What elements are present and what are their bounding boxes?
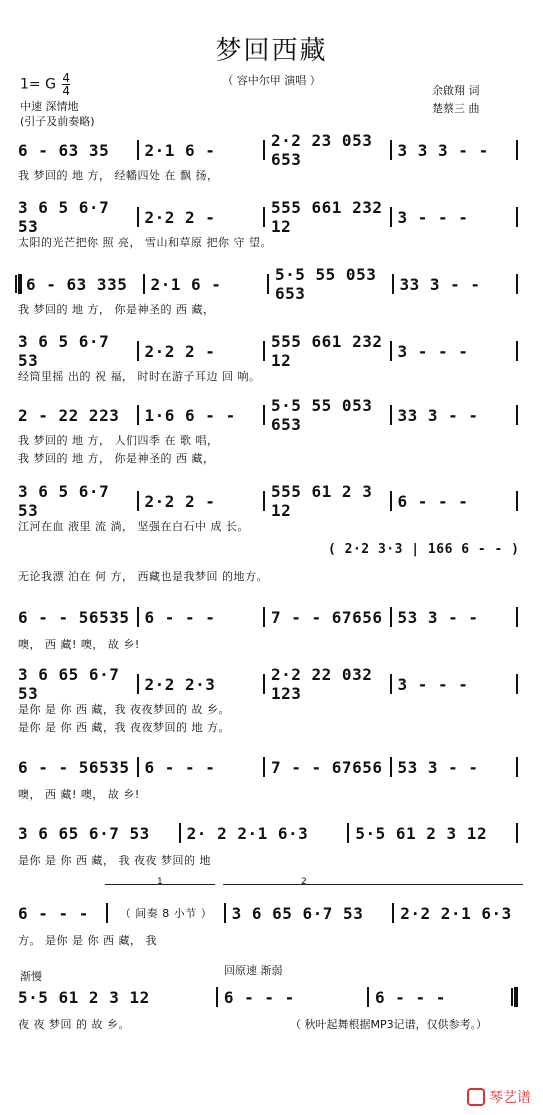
performer-credit: （ 容中尔甲 演唱 ） (222, 74, 321, 87)
first-ending-number: 1 (157, 877, 163, 887)
lyric-line: 太阳的光芒把你 照 亮， 雪山和草原 把你 守 望。 (18, 236, 272, 249)
measure: 5·5 61 2 3 12 (355, 823, 488, 843)
lyric-line: 噢， 西 藏! 噢， 故 乡! (18, 788, 140, 801)
measure: 2·2 2·3 (144, 674, 216, 694)
lyric-line: 是你 是 你 西 藏， 我 夜夜 梦回的 地 (18, 854, 211, 867)
repeat-start-barline (18, 274, 22, 294)
lyric-line: 我 梦回的 地 方， 你是神圣的 西 藏， (18, 303, 215, 316)
measure: 1·6 6 - - (144, 405, 236, 425)
lyric-line: 方。 是你 是 你 西 藏， 我 (18, 934, 157, 947)
measure: 6 - 63 35 (18, 140, 110, 160)
measure: 33 3 - - (399, 274, 481, 294)
measure: 6 - - - (397, 491, 469, 511)
key-signature: 1= G $\frac{4}{4}$ (20, 71, 71, 98)
second-ending-line (223, 884, 523, 885)
measure: 3 6 65 6·7 53 (18, 823, 150, 843)
lyric-line: 我 梦回的 地 方， 人们四季 在 歌 唱， (18, 434, 219, 447)
lyric-line: 是你 是 你 西 藏，我 夜夜梦回的 故 乡。 (18, 703, 230, 716)
final-barline (514, 987, 518, 1007)
watermark-text: 琴艺谱 (489, 1090, 531, 1106)
measure: 2·2 2 - (144, 491, 216, 511)
measure: 555 61 2 3 12 (271, 482, 373, 520)
measure: 3 6 5 6·7 53 (18, 482, 110, 520)
measure: 33 3 - - (397, 405, 479, 425)
qinyipu-logo-icon (467, 1088, 485, 1106)
measure: 6 - - - (223, 987, 295, 1007)
measure: 5·5 61 2 3 12 (18, 987, 150, 1007)
lyricist-credit: 余啟翔 词 (432, 84, 480, 97)
intro-note: (引子及前奏略) (20, 115, 95, 128)
measure: 53 3 - - (397, 607, 479, 627)
measure: 2· 2 2·1 6·3 (186, 823, 309, 843)
measure: 53 3 - - (397, 757, 479, 777)
lyric-line: 夜 夜 梦回 的 故 乡。 (18, 1018, 130, 1031)
watermark (467, 1087, 531, 1107)
time-signature-bottom: 4 (62, 84, 71, 98)
measure: 3 6 5 6·7 53 (18, 198, 110, 236)
measure: 555 661 232 12 (271, 332, 383, 370)
lyric-line: 我 梦回的 地 方， 你是神圣的 西 藏， (18, 452, 215, 465)
measure: 6 - - - (18, 903, 89, 923)
measure: 3 - - - (397, 341, 469, 361)
measure: 7 - - 67656 (271, 607, 383, 627)
measure: 5·5 55 053 653 (275, 265, 377, 303)
measure: 3 6 5 6·7 53 (18, 332, 110, 370)
interlude-marking: （ 间奏 8 小节 ） (119, 907, 213, 920)
measure: 2·1 6 - (144, 140, 216, 160)
measure: 6 - - - (374, 987, 446, 1007)
lyric-line: 江河在血 液里 流 淌， 坚强在白石中 成 长。 (18, 520, 249, 533)
lyric-line: 经筒里摇 出的 祝 福， 时时在游子耳边 回 响。 (18, 370, 261, 383)
lyric-line: 是你 是 你 西 藏，我 夜夜梦回的 地 方。 (18, 721, 230, 734)
bridge-notes: ( 2·2 3·3 | 166 6 - - ) (328, 542, 520, 557)
measure: 6 - - - (144, 757, 216, 777)
composer-credit: 楚蔡三 曲 (432, 102, 480, 115)
lyric-line: 无论我漂 泊在 何 方， 西藏也是我梦回 的地方。 (18, 570, 268, 583)
measure: 3 - - - (397, 674, 469, 694)
measure: 2·2 22 032 123 (271, 665, 373, 703)
measure: 3 6 65 6·7 53 (18, 665, 120, 703)
measure: 2·2 2·1 6·3 (400, 903, 512, 923)
measure: 3 3 3 - - (397, 140, 489, 160)
measure: 6 - - - (144, 607, 216, 627)
lyric-line: 我 梦回的 地 方， 经幡四处 在 飘 扬， (18, 169, 219, 182)
measure: 555 661 232 12 (271, 198, 383, 236)
second-ending-number: 2 (301, 877, 307, 887)
measure: 7 - - 67656 (271, 757, 383, 777)
transcription-note: （ 秋叶起舞根据MP3记谱，仅供参考。） (290, 1018, 488, 1031)
measure: 6 - 63 335 (26, 274, 128, 294)
score-title: 梦回西藏 (215, 36, 328, 66)
lyric-line: 噢， 西 藏! 噢， 故 乡! (18, 638, 140, 651)
measure: 3 - - - (397, 207, 469, 227)
measure: 2·2 2 - (144, 207, 216, 227)
time-signature-top: 4 (62, 71, 71, 85)
measure: 2·2 23 053 653 (271, 131, 373, 169)
measure: 5·5 55 053 653 (271, 396, 373, 434)
measure: 6 - - 56535 (18, 607, 130, 627)
tempo-marking: 中速 深情地 (20, 100, 79, 113)
volta-brackets (105, 877, 525, 896)
measure: 2 - 22 223 (18, 405, 120, 425)
measure: 3 6 65 6·7 53 (231, 903, 364, 923)
measure: 2·2 2 - (144, 341, 216, 361)
measure: 2·1 6 - (150, 274, 222, 294)
ritardando-marking: 渐慢 (20, 970, 42, 983)
a-tempo-marking: 回原速 渐弱 (224, 964, 283, 977)
measure: 6 - - 56535 (18, 757, 130, 777)
